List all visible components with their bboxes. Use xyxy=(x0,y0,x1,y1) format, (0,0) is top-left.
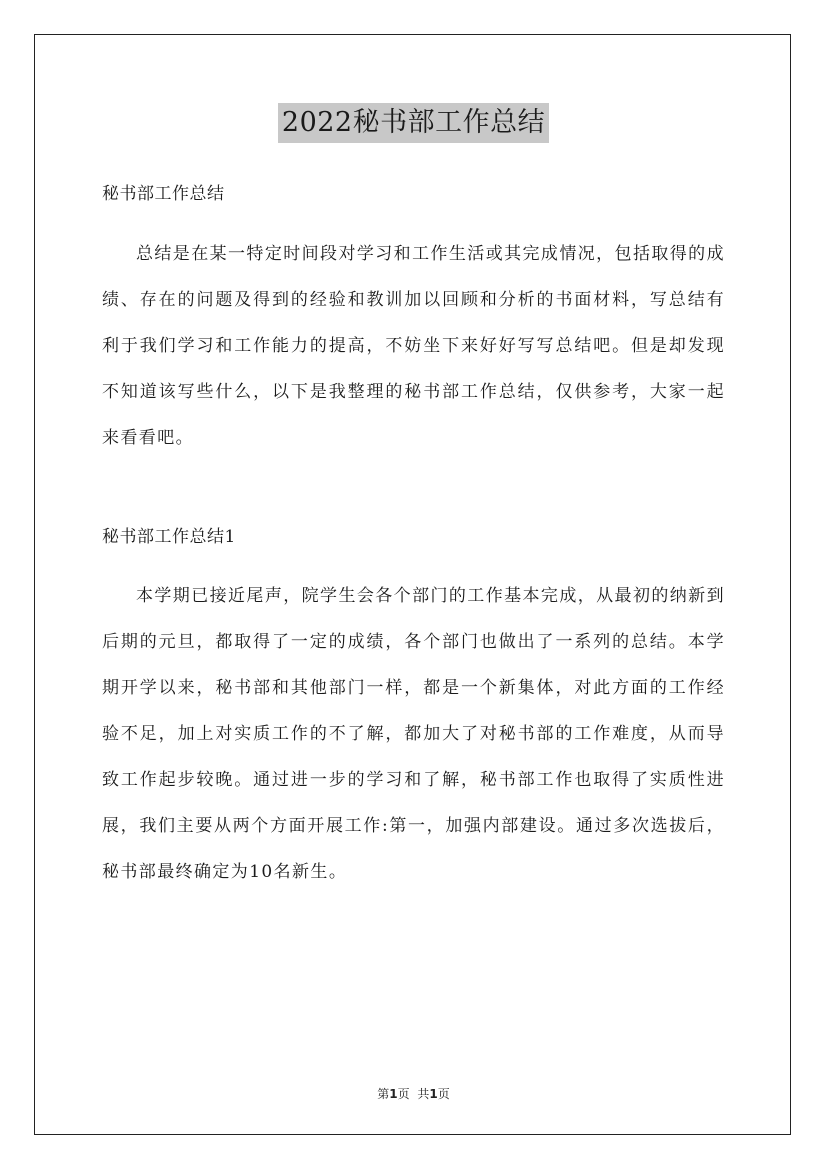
footer-total-prefix: 共 xyxy=(417,1087,430,1101)
footer-page-prefix: 第 xyxy=(377,1087,390,1101)
document-title: 2022秘书部工作总结 xyxy=(278,103,549,143)
footer-total-suffix: 页 xyxy=(437,1087,450,1101)
footer-page-suffix: 页 xyxy=(397,1087,410,1101)
page-footer xyxy=(0,1085,827,1102)
document-body xyxy=(102,180,725,895)
section-paragraph-1: 本学期已接近尾声，院学生会各个部门的工作基本完成，从最初的纳新到后期的元旦，都取得了一定的成绩，各个部门也做出了一系列的总结。本学期开学以来，秘书部和其他部门一样，都是一个新集体，对此方面的工作经验不足，加上对实质工作的不了解，都加大了对秘书部的工作难度，从而导致工作起步较晚。通过进一步的学习和了解，秘书部工作也取得了实质性进展，我们主要从两个方面开展工作:第一，加强内部建设。通过多次选拔后，秘书部最终确定为10名新生。 xyxy=(102,586,725,882)
title-container xyxy=(0,103,827,143)
section-heading-intro: 秘书部工作总结 xyxy=(102,184,225,204)
section-heading-1: 秘书部工作总结1 xyxy=(102,527,236,547)
footer-total-pages: 1 xyxy=(429,1087,438,1101)
section-paragraph-intro: 总结是在某一特定时间段对学习和工作生活或其完成情况，包括取得的成绩、存在的问题及得到的经验和教训加以回顾和分析的书面材料，写总结有利于我们学习和工作能力的提高，不妨坐下来好好写写总结吧。但是却发现不知道该写些什么，以下是我整理的秘书部工作总结，仅供参考，大家一起来看看吧。 xyxy=(102,244,725,448)
footer-page-number: 1 xyxy=(389,1087,398,1101)
